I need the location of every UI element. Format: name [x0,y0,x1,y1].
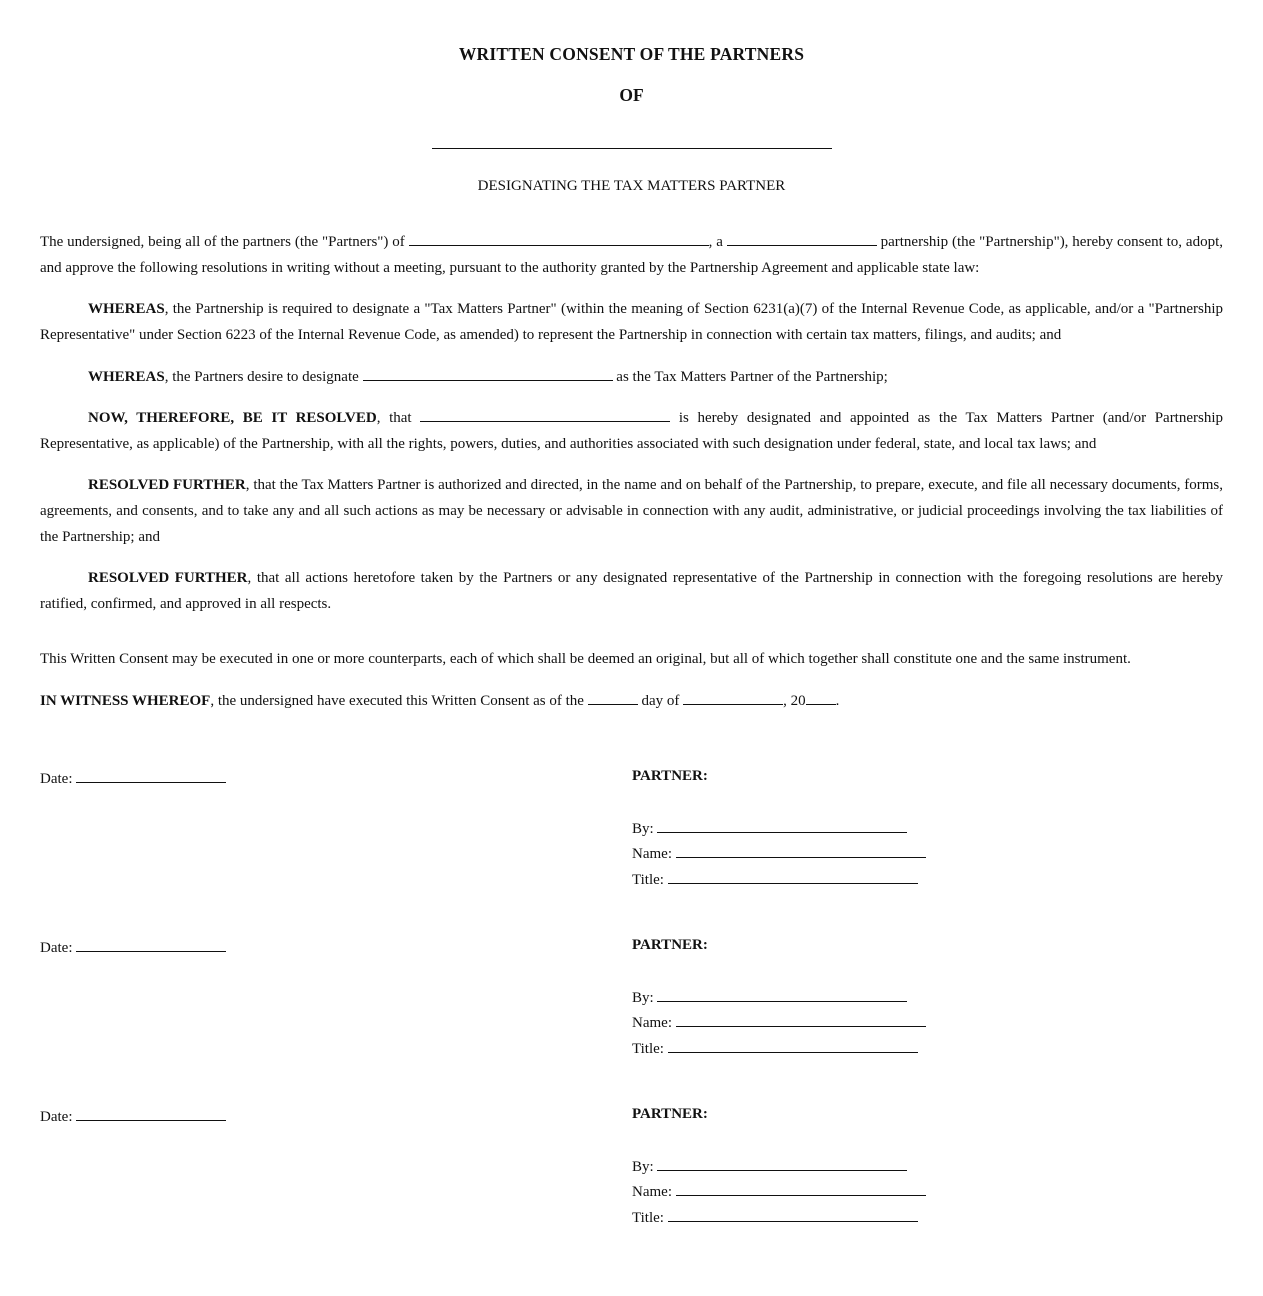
name-line-3 [632,1179,926,1205]
name-label: Name: [632,846,672,862]
resolved-paragraph-3 [40,565,1223,617]
witness-text-2: day of [641,693,680,709]
name-line-1 [632,841,926,867]
name-line-2 [632,1010,926,1036]
whereas-lead-2: WHEREAS [88,369,165,385]
document-title: WRITTEN CONSENT OF THE PARTNERS [458,44,805,64]
witness-lead: IN WITNESS WHEREOF [40,693,211,709]
title-label: Title: [632,872,664,888]
title-field-2[interactable] [668,1038,918,1053]
date-field-1[interactable] [76,768,226,783]
title-line-3 [632,1205,918,1231]
whereas-text-1: , the Partnership is required to designate a "Tax Matters Partner" (within the meaning of Section 6231(a)(7) of the Internal Revenue Code, as applicable, and/or a "Partnership Representative" under Section 6223 of the Internal Revenue Code, as amended) to represent the Partnership in connection with certain tax matters, filings, and audits; and [40,301,1223,343]
date-label: Date: [40,771,73,787]
by-label: By: [632,821,654,837]
whereas-paragraph-2 [40,364,1223,390]
state-field[interactable] [727,231,877,246]
name-field-2[interactable] [676,1012,926,1027]
witness-year-field[interactable] [806,690,836,705]
resolved-lead-1: NOW, THEREFORE, BE IT RESOLVED [88,410,377,426]
partner-heading-1: PARTNER: [632,768,708,784]
name-label: Name: [632,1015,672,1031]
document-title-of: OF [619,85,644,105]
date-field-2[interactable] [76,937,226,952]
whereas-lead-1: WHEREAS [88,301,165,317]
title-label: Title: [632,1041,664,1057]
by-field-3[interactable] [657,1156,907,1171]
intro-text-3: partnership (the "Partnership"), hereby consent to, adopt, and approve the following resolutions in writing without a meeting, pursuant to the authority granted by the Partnership Agreement and applicable state law: [40,234,1223,276]
by-label: By: [632,990,654,1006]
name-field-3[interactable] [676,1181,926,1196]
resolved2-text: , that the Tax Matters Partner is authorized and directed, in the name and on behalf of the Partnership, to prepare, execute, and file all necessary documents, forms, agreements, and consents, and to take any and all such actions as may be necessary or advisable in connection with any audit, administrative, or judicial proceedings involving the tax liabilities of the Partnership; and [40,477,1223,545]
whereas-paragraph-1 [40,296,1223,348]
resolved1-text-2: is hereby designated and appointed as the Tax Matters Partner (and/or Partnership Representative, as applicable) of the Partnership, with all the rights, powers, duties, and authorities associated with such designation under federal, state, and local tax laws; and [40,410,1224,452]
title-line-2 [632,1036,918,1062]
witness-month-field[interactable] [683,690,783,705]
title-field-3[interactable] [668,1207,918,1222]
signature-date-2 [40,937,226,957]
intro-paragraph [40,229,1223,281]
designee-name-field[interactable] [363,366,613,381]
by-line-2 [632,985,907,1011]
date-label: Date: [40,1109,73,1125]
by-field-1[interactable] [657,818,907,833]
name-label: Name: [632,1184,672,1200]
appointee-name-field[interactable] [420,407,670,422]
resolved-lead-3: RESOLVED FURTHER [88,570,248,586]
partner-heading-2: PARTNER: [632,937,708,953]
intro-text-2: , a [708,234,723,250]
partnership-name-field[interactable] [409,231,709,246]
by-field-2[interactable] [657,987,907,1002]
partnership-name-blank[interactable] [432,148,832,149]
name-field-1[interactable] [676,843,926,858]
document-subtitle: DESIGNATING THE TAX MATTERS PARTNER [477,178,786,194]
resolved1-text-1: , that [376,410,412,426]
resolved-lead-2: RESOLVED FURTHER [88,477,246,493]
whereas2-text-1: , the Partners desire to designate [164,369,359,385]
date-label: Date: [40,940,73,956]
signature-date-3 [40,1106,226,1126]
by-line-1 [632,816,907,842]
resolved-paragraph-1 [40,405,1223,457]
witness-paragraph [40,688,1223,714]
resolved3-text: , that all actions heretofore taken by the Partners or any designated representative of the Partnership in connection with the foregoing resolutions are hereby ratified, confirmed, and approved in all respects. [40,570,1223,612]
witness-day-field[interactable] [588,690,638,705]
by-line-3 [632,1154,907,1180]
resolved-paragraph-2 [40,472,1223,550]
by-label: By: [632,1159,654,1175]
witness-text-1: , the undersigned have executed this Written Consent as of the [210,693,584,709]
signature-date-1 [40,768,226,788]
intro-text-1: The undersigned, being all of the partners (the "Partners") of [40,234,405,250]
title-field-1[interactable] [668,869,918,884]
witness-text-3: , 20 [783,693,806,709]
title-line-1 [632,867,918,893]
partner-heading-3: PARTNER: [632,1106,708,1122]
witness-text-4: . [835,693,840,709]
whereas2-text-2: as the Tax Matters Partner of the Partnership; [616,369,888,385]
title-label: Title: [632,1210,664,1226]
date-field-3[interactable] [76,1106,226,1121]
counterparts-paragraph: This Written Consent may be executed in one or more counterparts, each of which shall be deemed an original, but all of which together shall constitute one and the same instrument. [40,651,1131,667]
